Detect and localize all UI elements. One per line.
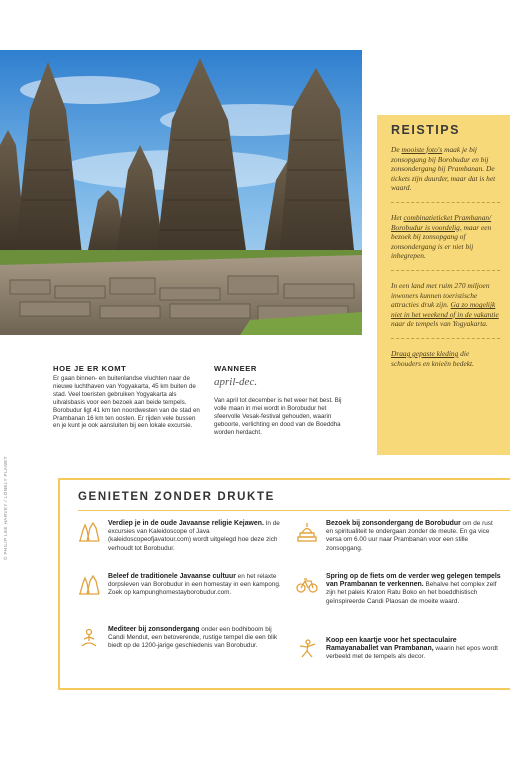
crowd-free-box: GENIETEN ZONDER DRUKTE Verdiep je in de oude Javaanse religie Kejawen. In de excursies van Kaleidoscope of Java (kaleidoscopeofjavatour.com) wordt uitgelegd hoe deze zich verhoudt tot Borobudur. Beleef de traditionele Javaanse cultuur en het relaxte dorpsleven van Borobudur in een homestay in een kampong. Zoek op kampunghomestayborobudur.com. Mediteer bij zonsondergang onder een bodhiboom bij Candi Mendut, een betoverende, rustige tempel die een blik biedt op de 1200-jarige geschiedenis van Borobudur. Bezoek bij zonsondergang de Borobudur om de rust en spiritualiteit te ondergaan zonder de meute. En ga vice versa om 6.00 uur naar Prambanan voor een stille zonsopgang. Spring op de fiets om de verder weg gelegen tempels van Prambanan te verkennen. Behalve het complex zelf zijn het paleis Kraton Ratu Boko en het boeddhistisch geïnspireerde Candi Plaosan de moeite waard. Koop een kaartje voor het spectaculaire Ramayanaballet van Prambanan, waarin het epos wordt verbeeld met de tempels als decor.: [58, 478, 510, 690]
temple-illustration: [0, 50, 362, 335]
tip-divider: [391, 202, 500, 203]
dancer-icon: [296, 639, 318, 659]
reistips-title: REISTIPS: [391, 123, 460, 137]
when-text: Van april tot december is het weer het best. Bij volle maan in mei wordt in Borobudur het sfeervolle Vesak-festival gehouden, waarin geboorte, verlichting en dood van de Boeddha worden herdacht.: [214, 397, 342, 436]
tip-photo-link[interactable]: mooiste foto's: [401, 145, 443, 154]
temple-icon: [78, 522, 100, 542]
tip-crowds: In een land met ruim 270 miljoen inwoners kunnen toeristische attracties druk zijn. Ga zo mogelijk niet in het weekend of in de vakantie naar de tempels van Yogyakarta.: [391, 280, 499, 329]
tip-divider: [391, 270, 500, 271]
getting-there-text: Er gaan binnen- en buitenlandse vluchten naar de nieuwe luchthaven van Yogyakarta, 45 km buiten de stad. Veel toeristen gebruiken Yogyakarta als uitvalsbasis voor een bezoek aan beide tempels. Borobudur ligt 41 km ten noordwesten van de stad en Prambanan 16 km ten oosten. Er rijden vele bussen en je kunt je ook aansluiten bij een lokale excursie.: [53, 375, 200, 430]
hero-photo-prambanan: [0, 50, 362, 335]
tip-divider: [391, 338, 500, 339]
getting-there-title: HOE JE ER KOMT: [53, 364, 127, 373]
stupa-icon: [296, 522, 318, 542]
tip-crowds-link[interactable]: Ga zo mogelijk niet in het weekend of in de vakantie: [391, 300, 499, 319]
reistips-panel: [377, 115, 510, 455]
tip-combiticket-link[interactable]: combinatieticket Prambanan/ Borobudur is voordelig,: [391, 212, 492, 232]
tip-combiticket: Het combinatieticket Prambanan/ Borobudur is voordelig, maar een bezoek bij zonsopgang of zonsondergang is er niet bij inbegrepen.: [391, 212, 492, 261]
bicycle-icon: [296, 575, 318, 595]
meditation-icon: [78, 628, 100, 648]
crowd-free-divider: [78, 510, 510, 511]
getting-there-section: [53, 364, 203, 430]
when-subtitle: april-dec.: [214, 376, 258, 388]
tip-clothing: Draag gepaste kleding die schouders en knieën bedekt.: [391, 348, 474, 368]
when-title: WANNEER: [214, 364, 258, 373]
when-section: [214, 364, 344, 437]
photo-credit: © PHILIP LEE HARVEY / LONELY PLANET: [3, 456, 8, 560]
tip-clothing-link[interactable]: Draag gepaste kleding: [391, 348, 459, 358]
crowd-free-title: GENIETEN ZONDER DRUKTE: [78, 491, 275, 503]
temple-icon: [78, 575, 100, 595]
tip-photo: De mooiste foto's maak je bij zonsopgang bij Borobudur en bij zonsondergang bij Prambanan. De tickets zijn duurder, maar dat is het waard.: [391, 145, 496, 193]
